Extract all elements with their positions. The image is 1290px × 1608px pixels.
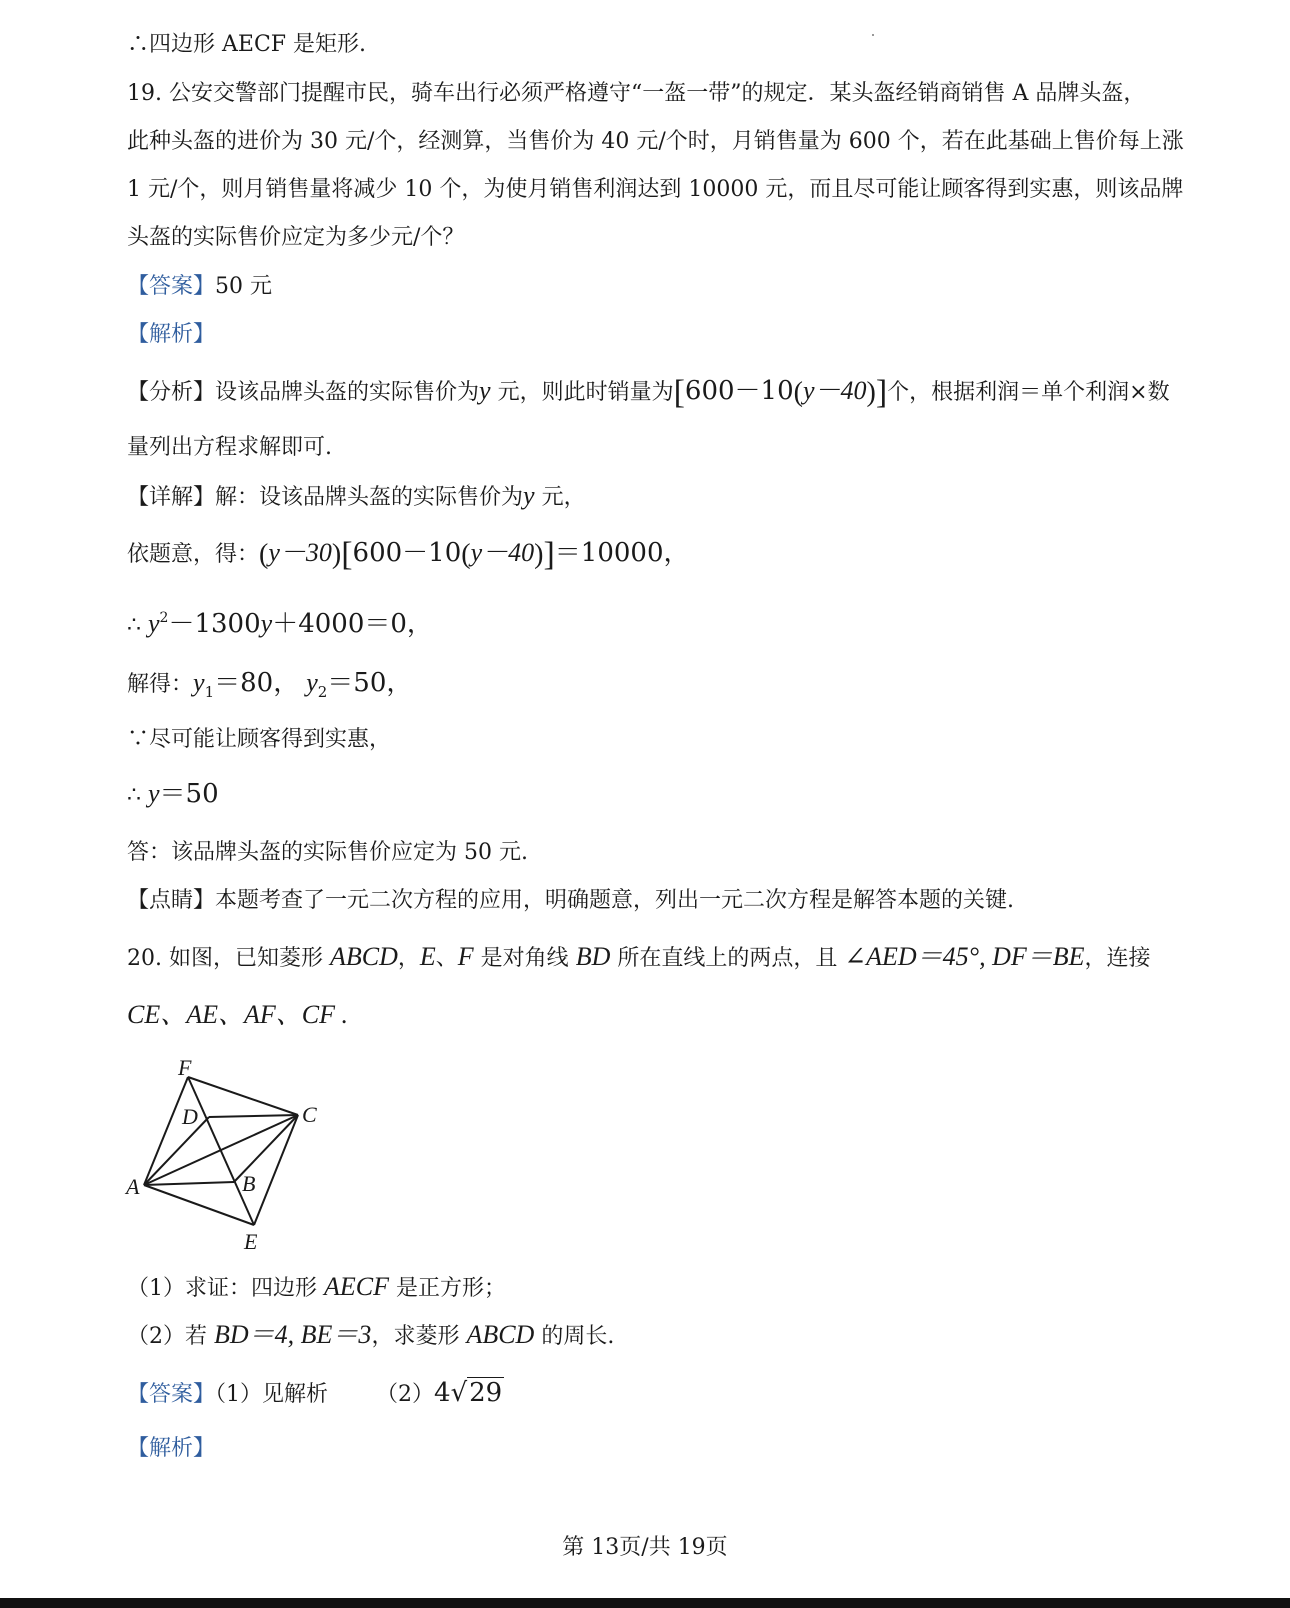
eq1-prefix: 依题意，得： — [127, 542, 260, 567]
sub-question-1 — [127, 1272, 506, 1304]
bottom-border — [0, 1598, 1290, 1608]
equation-3 — [127, 668, 412, 707]
eq2-rhs: ＋4000＝0， — [272, 609, 433, 639]
eq2-sup: 2 — [159, 610, 169, 626]
label-c: C — [302, 1102, 317, 1127]
q20-point-f: F — [457, 942, 474, 971]
answer-tag: 【答案】 — [127, 274, 216, 299]
paren-open: ( — [793, 377, 803, 408]
eq1-paren-open: ( — [259, 539, 269, 570]
equation-1 — [127, 536, 690, 573]
sub1-text-c: 是正方形； — [389, 1276, 506, 1301]
q20-text-c: ， — [397, 946, 420, 971]
fenxi-text-a: 设该品牌头盔的实际售价为 — [215, 380, 480, 405]
eq3-v2: ＝50， — [327, 668, 413, 698]
fenxi-text-c: 个，根据利润＝单个利润×数 — [887, 380, 1170, 405]
question-19-line-3: 1 元/个，则月销售量将减少 10 个，为使月销售利润达到 10000 元，而且尽可能让顾客得到实惠，则该品牌 — [127, 177, 1184, 202]
answer20-coef: 4 — [434, 1378, 451, 1408]
answer20-part2-label: （2） — [376, 1382, 435, 1407]
eq5-rest: ＝50 — [159, 779, 219, 809]
sub-question-2 — [127, 1320, 614, 1352]
fenxi-text-b: 元，则此时销量为 — [490, 380, 674, 405]
q20-point-e: E — [419, 942, 436, 971]
xiangjie-tag: 【详解】 — [127, 485, 216, 510]
sqrt-symbol: √ — [450, 1378, 468, 1408]
q20-text-a: 20. 如图，已知菱形 — [127, 946, 330, 971]
eq3-y2: y — [306, 668, 318, 697]
sub2-text-e: 的周长. — [534, 1324, 615, 1349]
eq1-part-1: y－30 — [268, 538, 332, 567]
label-d: D — [182, 1104, 198, 1129]
sub2-text-c: ，求菱形 — [371, 1324, 467, 1349]
eq3-prefix: 解得： — [127, 672, 194, 697]
segment-ae — [144, 1185, 254, 1225]
eq1-part-2: 600－10 — [352, 538, 462, 568]
eq3-sub1: 1 — [204, 683, 215, 701]
analysis-line-2: 量列出方程求解即可. — [127, 435, 332, 460]
eq2-prefix: ∴ — [127, 613, 148, 638]
segment-ab — [144, 1182, 234, 1185]
eq1-part-3: y－40 — [470, 538, 535, 567]
question-19-line-1: 19. 公安交警部门提醒市民，骑车出行必须严格遵守“一盔一带”的规定．某头盔经销商销售 A 品牌头盔， — [127, 81, 1146, 106]
answer-19 — [127, 272, 272, 302]
analysis-line-1 — [127, 374, 1170, 411]
eq5-var: y — [148, 779, 160, 808]
xiangjie-text-b: 元， — [534, 485, 586, 510]
detail-line — [127, 481, 586, 513]
segment-fc — [188, 1077, 298, 1115]
answer20-radicand: 29 — [469, 1378, 503, 1408]
xiangjie-text-a: 解：设该品牌头盔的实际售价为 — [215, 485, 524, 510]
analysis-tag-20: 【解析】 — [127, 1436, 216, 1461]
label-f: F — [178, 1055, 192, 1080]
eq3-y1: y — [193, 668, 205, 697]
bracket-close: ] — [875, 374, 888, 411]
equation-2 — [127, 603, 433, 641]
text-line-conclusion: ∴四边形 AECF 是矩形. — [127, 32, 367, 57]
sub1-text-a: （1）求证：四边形 — [127, 1276, 324, 1301]
answer20-tag: 【答案】 — [127, 1382, 216, 1407]
rhombus-figure — [124, 1055, 334, 1275]
answer-20 — [127, 1378, 504, 1410]
segment-da — [144, 1117, 209, 1185]
eq3-sub2: 2 — [317, 683, 328, 701]
eq3-v1: ＝80， — [214, 668, 300, 698]
equation-4: ∵尽可能让顾客得到实惠， — [127, 727, 392, 752]
label-b: B — [242, 1171, 256, 1196]
q20-text-g: 是对角线 — [473, 946, 576, 971]
dianjing-text: 本题考查了一元二次方程的应用，明确题意，列出一元二次方程是解答本题的关键. — [215, 888, 1015, 913]
q20-text-k: ，连接 — [1084, 946, 1151, 971]
q20-condition: ∠AED＝45°, DF＝BE — [844, 942, 1085, 971]
sub2-rhombus: ABCD — [466, 1320, 535, 1349]
eq1-bracket-open: [ — [341, 536, 353, 573]
eq1-paren2-open: ( — [461, 539, 471, 570]
eq1-paren2-close: ) — [534, 539, 544, 570]
q20-rhombus: ABCD — [329, 942, 398, 971]
answer-sentence: 答：该品牌头盔的实际售价应定为 50 元. — [127, 840, 528, 865]
fenxi-expr-2: y－40 — [802, 376, 867, 405]
eq2-rest: －1300 — [168, 609, 261, 639]
analysis-tag-19: 【解析】 — [127, 322, 216, 347]
q20-text-i: 所在直线上的两点，且 — [610, 946, 845, 971]
eq5-prefix: ∴ — [127, 783, 148, 808]
answer-value: 50 元 — [215, 274, 273, 299]
question-20-line-2: CE、AE、AF、CF . — [127, 1000, 348, 1029]
paren-close: ) — [866, 377, 876, 408]
page-number: 第 13页/共 19页 — [562, 1535, 728, 1560]
eq2-var2: y — [260, 609, 273, 638]
label-a: A — [126, 1174, 140, 1199]
dianjing-line — [127, 886, 1014, 916]
equation-5 — [127, 779, 219, 811]
dianjing-tag: 【点睛】 — [127, 888, 216, 913]
q20-text-e: 、 — [435, 946, 458, 971]
question-19-line-4: 头盔的实际售价应定为多少元/个？ — [127, 225, 465, 250]
sub2-condition: BD＝4, BE＝3 — [214, 1320, 372, 1349]
xiangjie-var: y — [523, 481, 535, 510]
eq2-var: y — [148, 609, 160, 638]
segment-dc — [209, 1115, 298, 1117]
question-20-line-1 — [127, 942, 1151, 974]
eq1-rhs: ＝10000， — [554, 538, 690, 568]
eq1-bracket-close: ] — [543, 536, 555, 573]
sub2-text-a: （2）若 — [127, 1324, 214, 1349]
sub1-quad: AECF — [324, 1272, 389, 1301]
label-e: E — [244, 1229, 258, 1254]
eq1-paren-close: ) — [331, 539, 342, 570]
scan-dot — [872, 34, 874, 36]
bracket-open: [ — [673, 374, 685, 411]
question-19-line-2: 此种头盔的进价为 30 元/个，经测算，当售价为 40 元/个时，月销售量为 600 个，若在此基础上售价每上涨 — [127, 129, 1184, 154]
fenxi-tag: 【分析】 — [127, 380, 216, 405]
fenxi-var: y — [479, 376, 491, 405]
fenxi-expr-1: 600－10 — [684, 376, 794, 406]
answer20-part1: （1）见解析 — [215, 1382, 329, 1407]
q20-diagonal: BD — [575, 942, 611, 971]
